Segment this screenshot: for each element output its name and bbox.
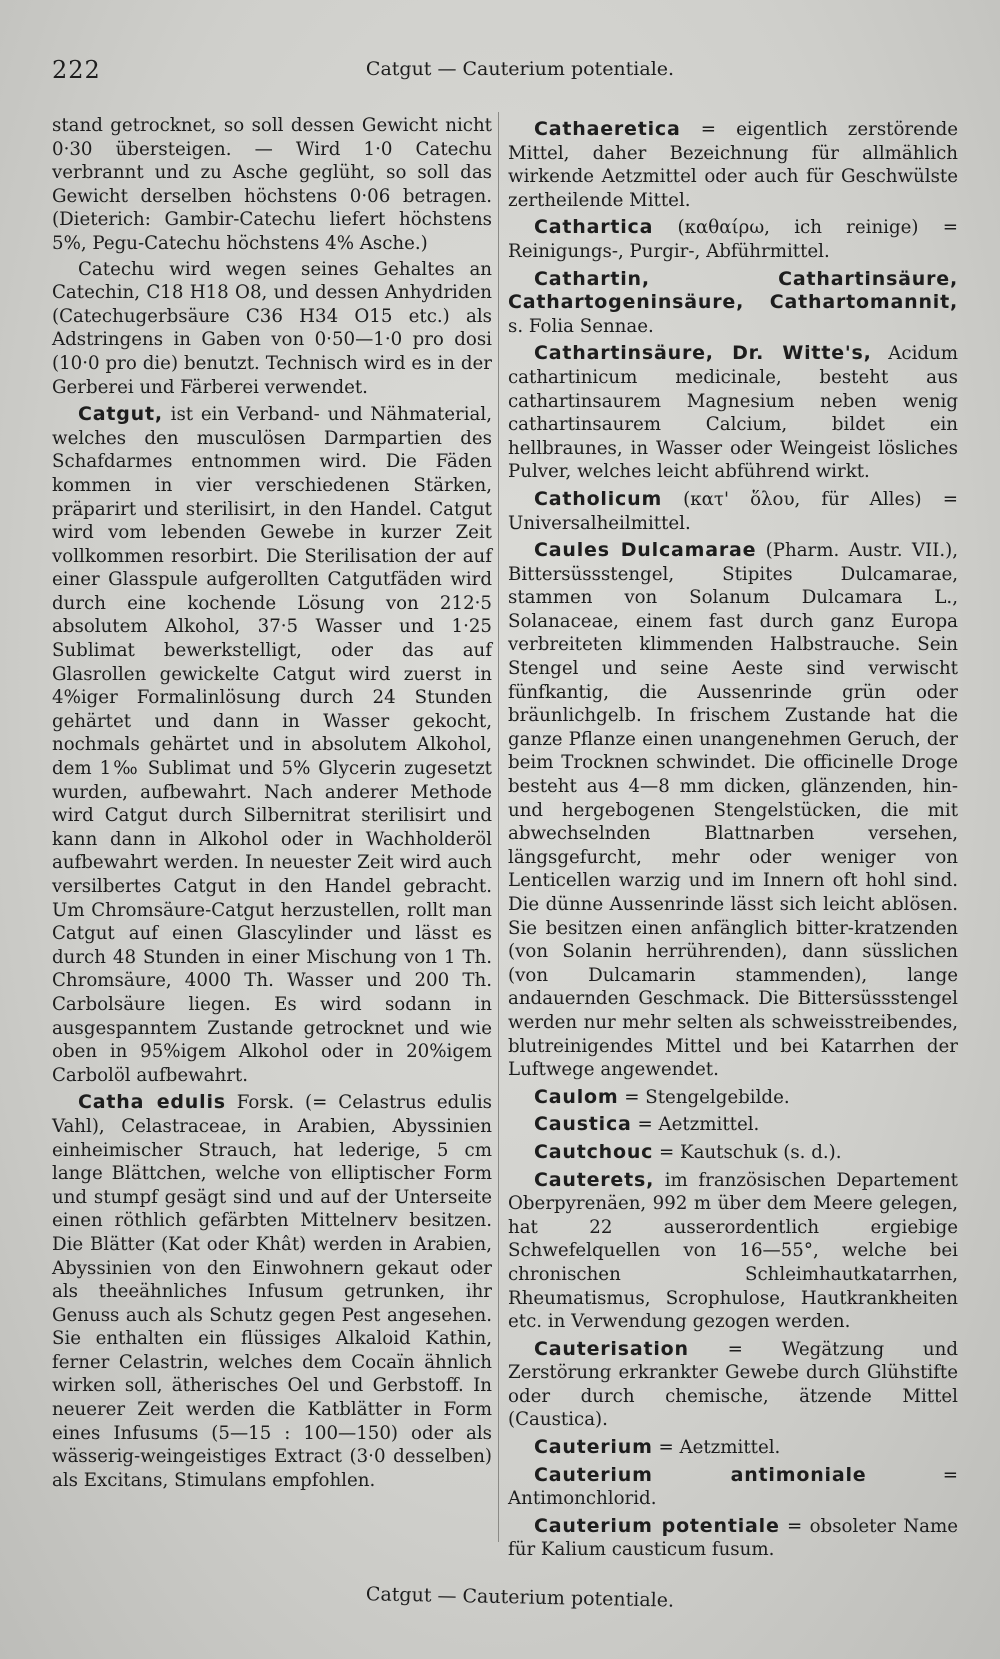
paragraph-catechu-ash: stand getrocknet, so soll dessen Gewicht nicht 0·30 übersteigen. — Wird 1·0 Catechu verbrannt und zu Asche geglüht, so soll das Gewicht derselben höchstens 0·06 betragen. (Dieterich: Gambir-Catechu liefert höchstens 5%, Pegu-Catechu höchstens 4% Asche.) [52, 115, 492, 254]
entry-catha-edulis [52, 1091, 492, 1492]
entry-cathartica [508, 216, 958, 263]
headword: Cauterets, [534, 1168, 655, 1191]
headword: Caules Dulcamarae [534, 539, 757, 562]
entry-cauterium-potentiale [508, 1515, 958, 1562]
entry-text: = Wegätzung und Zerstörung erkrankter Gewebe durch Glühstifte oder durch chemische, ätzende Mittel (Caustica). [508, 1338, 958, 1431]
entry-cathartinsaeure-witte [508, 342, 958, 484]
entry-cathaeretica [508, 118, 958, 212]
entry-text: Acidum cathartinicum medicinale, besteht aus cathartinsaurem Magnesium neben wenig cathartinsaurem Calcium, bildet ein hellbraunes, in Wasser oder Weingeist lösliches Pulver, welches leicht abführend wirkt. [508, 343, 958, 483]
entry-catgut [52, 403, 492, 1087]
headword: Caulom [534, 1085, 619, 1108]
entry-text: s. Folia Sennae. [508, 315, 654, 337]
entry-cauterium-antimoniale [508, 1464, 958, 1511]
entry-cauterium [508, 1436, 958, 1460]
entry-text-catgut: ist ein Verband- und Nähmaterial, welches den musculösen Darmpartien des Schafdarmes entnommen wird. Die Fäden kommen in vier verschiedenen Stärken, präparirt und sterilisirt, in den Handel. Catgut wird vom lebenden Gewebe in kurzer Zeit vollkommen resorbirt. Die Sterilisation der auf einer Glasspule aufgerollten Catgutfäden wird durch eine kochende Lösung von 212·5 absolutem Alkohol, 37·5 Wasser und 1·25 Sublimat bewerkstelligt, oder das auf Glasrollen gewickelte Catgut wird zuerst in 4%iger Formalinlösung durch 24 Stunden gehärtet und dann in Wasser gekocht, nochmals gehärtet und in absolutem Alkohol, dem 1‰ Sublimat und 5% Glycerin zugesetzt wurden, aufbewahrt. Nach anderer Methode wird Catgut durch Silbernitrat sterilisirt und kann dann in Alkohol oder in Wachholderöl aufbewahrt werden. In neuester Zeit wird auch versilbertes Catgut in den Handel gebracht. Um Chromsäure-Catgut herzustellen, rollt man Catgut auf einen Glascylinder und lässt es durch 48 Stunden in einer Mischung von 1 Th. Chromsäure, 4000 Th. Wasser und 200 Th. Carbolsäure liegen. Es wird sodann in ausgespanntem Zustande getrocknet und wie oben in 95%igem Alkohol oder in 20%igem Carbolöl aufbewahrt. [52, 404, 492, 1086]
headword-catha-edulis: Catha edulis [78, 1091, 226, 1114]
entry-catholicum [508, 488, 958, 535]
headword: Cautchouc [534, 1140, 654, 1163]
entry-cauterets [508, 1169, 958, 1334]
page-number: 222 [52, 56, 101, 84]
headword: Cauterium potentiale [534, 1514, 780, 1537]
entry-cautchouc [508, 1141, 958, 1165]
running-footer: Catgut — Cauterium potentiale. [365, 1583, 675, 1612]
headword: Cauterisation [534, 1337, 689, 1360]
entry-text-catha-edulis: Forsk. (= Celastrus edulis Vahl), Celastraceae, in Arabien, Abyssinien einheimischer Strauch, hat lederige, 5 cm lange Blättchen, welche von elliptischer Form und stumpf gesägt sind und auf der Unterseite einen röthlich gefärbten Mittelnerv besitzen. Die Blätter (Kat oder Khât) werden in Arabien, Abyssinien von den Einwohnern gekaut oder als theeähnliches Infusum getrunken, ihr Genuss auch als Schutz gegen Pest angesehen. Sie enthalten ein flüssiges Alkaloid Kathin, ferner Celastrin, welches dem Cocaïn ähnlich wirken soll, ätherisches Oel und Gerbstoff. In neuerer Zeit werden die Katblätter in Form eines Infusums (5—15 : 100—150) oder als wässerig-weingeistiges Extract (3·0 desselben) als Excitans, Stimulans empfohlen. [52, 1092, 492, 1491]
entry-text: = obsoleter Name für Kalium causticum fusum. [508, 1515, 958, 1561]
entry-cauterisation [508, 1338, 958, 1432]
headword: Caustica [534, 1113, 632, 1136]
entry-text: = Antimonchlorid. [508, 1464, 958, 1510]
entry-text: (Pharm. Austr. VII.), Bittersüssstengel, Stipites Dulcamarae, stammen von Solanum Dulcamara L., Solanaceae, einem fast durch ganz Europa verbreiteten klimmenden Halbstrauche. Sein Stengel und seine Aeste sind verwischt fünfkantig, die Aussenrinde grün oder bräunlichgelb. In frischem Zustande hat die ganze Pflanze einen unangenehmen Geruch, der beim Trocknen schwindet. Die officinelle Droge besteht aus 4—8 mm dicken, glänzenden, hin- und hergebogenen Stengelstücken, die mit abwechselnden Blattnarben versehen, längsgefurcht, mehr oder weniger von Lenticellen warzig und im Innern oft hohl sind. Die dünne Aussenrinde lässt sich leicht ablösen. Sie besitzen einen anfänglich bitter-kratzenden (von Solanin herrührenden), dann süsslichen (von Dulcamarin stammenden), lange andauernden Geschmack. Die Bittersüssstengel werden nur mehr selten als schweisstreibendes, blutreinigendes Mittel und bei Katarrhen der Luftwege angewendet. [508, 540, 958, 1081]
column-divider [498, 112, 499, 1542]
entry-text: (καθαίρω, ich reinige) = Reinigungs-, Purgir-, Abführmittel. [508, 217, 958, 262]
left-column [52, 114, 492, 1492]
running-header: Catgut — Cauterium potentiale. [365, 58, 675, 80]
headword: Cauterium antimoniale [534, 1463, 867, 1486]
headword: Cathaeretica [534, 118, 681, 140]
entry-text: (κατ' ὅλου, für Alles) = Universalheilmittel. [508, 488, 958, 534]
paragraph-catechu-use: Catechu wird wegen seines Gehaltes an Catechin, C18 H18 O8, und dessen Anhydriden (Catechugerbsäure C36 H34 O15 etc.) als Adstringens in Gaben von 0·50—1·0 pro dosi (10·0 pro die) benutzt. Technisch wird es in der Gerberei und Färberei verwendet. [52, 258, 492, 398]
entry-text: = Stengelgebilde. [618, 1086, 790, 1108]
headword: Cauterium [534, 1436, 653, 1459]
headword: Cathartinsäure, Dr. Witte's, [534, 342, 872, 365]
entry-caules-dulcamarae [508, 539, 958, 1082]
headword: Catholicum [534, 487, 663, 510]
entry-text: = Kautschuk (s. d.). [653, 1141, 842, 1163]
entry-text: = Aetzmittel. [631, 1114, 760, 1136]
entry-caulom [508, 1086, 958, 1110]
entry-text: im französischen Departement Oberpyrenäen, 992 m über dem Meere gelegen, hat 22 ausserordentlich ergiebige Schwefelquellen von 16—55°, welche bei chronischen Schleimhautkatarrhen, Rheumatismus, Scrophulose, Hautkrankheiten etc. in Verwendung gezogen werden. [508, 1169, 958, 1333]
entry-cathartin [508, 268, 958, 339]
entry-caustica [508, 1113, 958, 1137]
headword-catgut: Catgut, [78, 403, 163, 426]
headword: Cathartica [534, 216, 654, 239]
entry-text: = eigentlich zerstörende Mittel, daher Bezeichnung für allmählich wirkende Aetzmittel oder auch für Geschwülste zertheilende Mittel. [508, 119, 958, 211]
right-column [508, 114, 958, 1562]
headword: Cathartin, Cathartinsäure, Cathartogeninsäure, Cathartomannit, [508, 267, 958, 314]
entry-text: = Aetzmittel. [652, 1437, 781, 1459]
